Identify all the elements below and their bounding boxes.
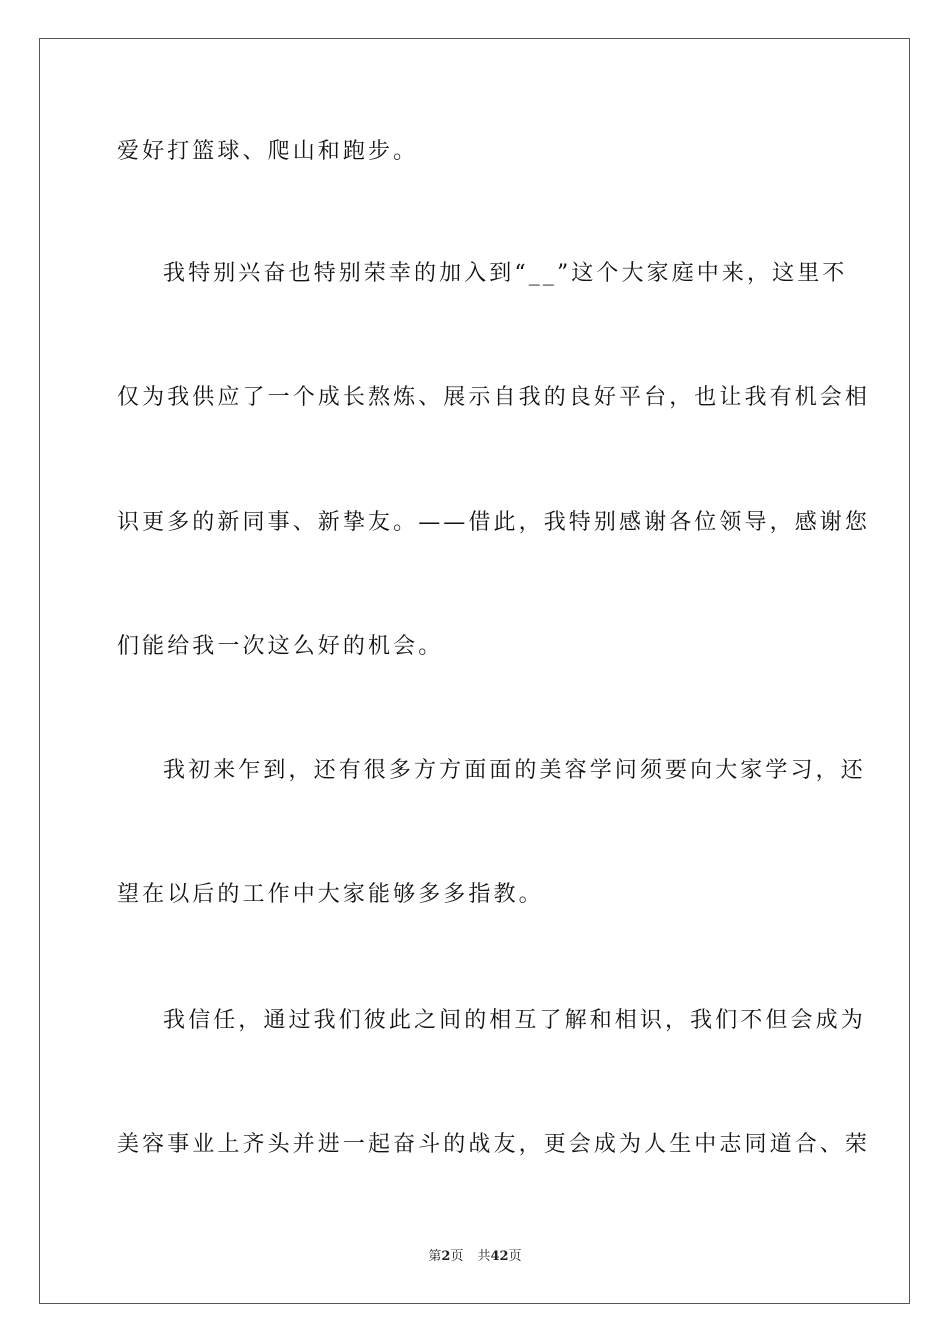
text-line-3: 仅为我供应了一个成长熬炼、展示自我的良好平台，也让我有机会相 — [117, 385, 871, 410]
text-line-7: 望在以后的工作中大家能够多多指教。 — [117, 882, 544, 907]
page-footer — [0, 1248, 950, 1266]
text-line-9: 美容事业上齐头并进一起奋斗的战友，更会成为人生中志同道合、荣 — [117, 1132, 871, 1157]
text-line-4: 识更多的新同事、新挚友。——借此，我特别感谢各位领导，感谢您 — [117, 510, 871, 535]
page-suffix: 页 — [450, 1249, 464, 1264]
text-line-2: 我特别兴奋也特别荣幸的加入到“__”这个大家庭中来，这里不 — [163, 261, 848, 286]
text-line-1: 爱好打篮球、爬山和跑步。 — [117, 139, 419, 164]
page-border — [39, 38, 910, 1304]
page-number: 2 — [441, 1249, 451, 1264]
text-line-6: 我初来乍到，还有很多方方面面的美容学问须要向大家学习，还 — [163, 758, 866, 783]
text-line-5: 们能给我一次这么好的机会。 — [117, 634, 444, 659]
total-prefix: 共 — [477, 1249, 491, 1264]
text-line-8: 我信任，通过我们彼此之间的相互了解和相识，我们不但会成为 — [163, 1008, 866, 1033]
total-suffix: 页 — [508, 1249, 522, 1264]
page-prefix: 第 — [428, 1249, 442, 1264]
total-pages: 42 — [490, 1249, 509, 1264]
